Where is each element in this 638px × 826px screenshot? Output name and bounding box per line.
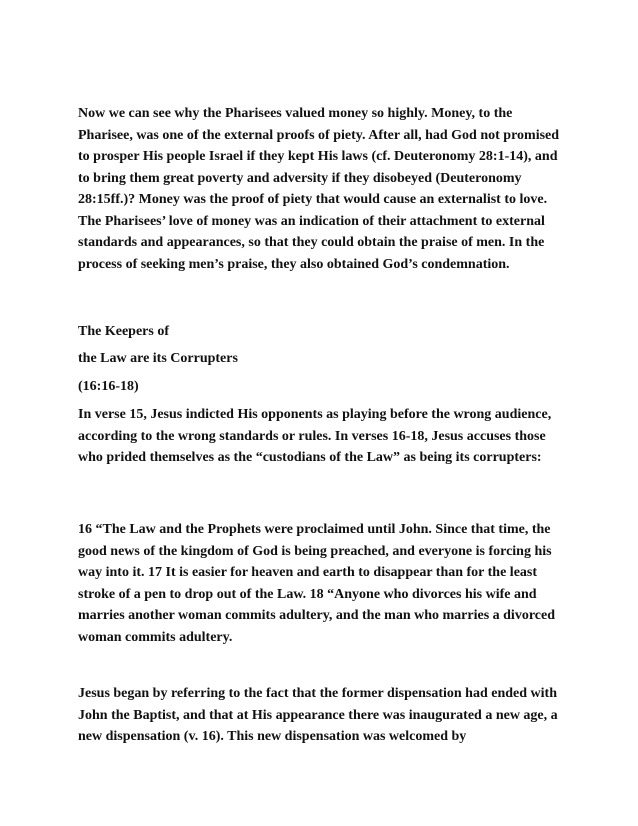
scripture-quote-16-18: 16 “The Law and the Prophets were proclaimed until John. Since that time, the good news of the kingdom of God is being preached, and everyone is forcing his way into it. 17 It is easier for heaven and earth to disappear than for the least stroke of a pen to drop out of the Law. 18 “Anyone who divorces his wife and marries another woman commits adultery, and the man who marries a divorced woman commits adultery. xyxy=(78,522,555,645)
paragraph-pharisees-money: Now we can see why the Pharisees valued money so highly. Money, to the Pharisee, was one of the external proofs of piety. After all, had God not promised to prosper His people Israel if they kept His laws (cf. Deuteronomy 28:1-14), and to bring them great poverty and adversity if they disobeyed (Deuteronomy 28:15ff.)? Money was the proof of piety that would cause an externalist to love. The Pharisees’ love of money was an indication of their attachment to external standards and appearances, so that they could obtain the praise of men. In the process of seeking men’s praise, they also obtained God’s condemnation. xyxy=(78,106,560,272)
paragraph-verse-15-intro: In verse 15, Jesus indicted His opponents as playing before the wrong audience, according to the wrong standards or rules. In verses 16-18, Jesus accuses those who prided themselves as the “custodians of the Law” as being its corrupters: xyxy=(78,407,552,465)
section-heading-line2: the Law are its Corrupters xyxy=(78,351,238,366)
paragraph-new-dispensation: Jesus began by referring to the fact that the former dispensation had ended with John the Baptist, and that at His appearance there was inaugurated a new age, a new dispensation (v. 16). This new dispensation was welcomed by xyxy=(78,686,558,744)
section-heading-reference: (16:16-18) xyxy=(78,379,139,394)
section-heading-line1: The Keepers of xyxy=(78,324,169,339)
